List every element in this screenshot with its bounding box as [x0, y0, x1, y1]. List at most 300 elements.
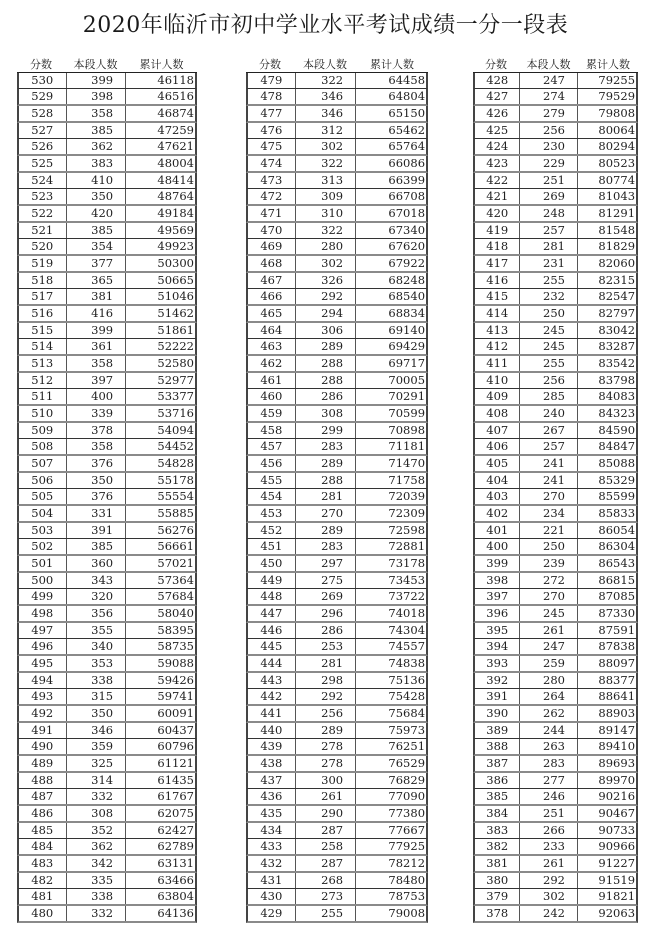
table-row: [246, 873, 428, 889]
cumulative-cell: 88377: [598, 673, 636, 687]
score-cell: 392: [475, 673, 520, 688]
count-cell: 354: [67, 239, 127, 254]
cumulative-cell: 60796: [157, 739, 194, 753]
count-cell: 241: [520, 473, 577, 488]
score-cell: 457: [248, 439, 296, 454]
cumulative-cell: 82060: [598, 256, 636, 270]
cumulative-cell: 84323: [598, 406, 636, 420]
cumulative-cell: 81043: [598, 189, 636, 203]
score-cell: 500: [19, 573, 67, 588]
cumulative-cell: 71470: [388, 456, 426, 470]
score-cell: 504: [19, 506, 67, 521]
header-cumulative: 累计人数: [139, 58, 184, 71]
score-cell: 510: [19, 406, 67, 421]
count-cell: 275: [296, 573, 357, 588]
count-cell: 255: [296, 906, 357, 921]
cumulative-cell: 79255: [598, 73, 636, 87]
score-cell: 477: [248, 106, 296, 121]
score-cell: 429: [248, 906, 296, 921]
cumulative-cell: 51462: [157, 306, 194, 320]
header-count: 本段人数: [303, 58, 347, 71]
count-cell: 338: [67, 889, 127, 904]
table-row: [246, 556, 428, 573]
count-cell: 251: [520, 173, 577, 188]
score-cell: 438: [248, 756, 296, 771]
table-row: [17, 889, 197, 906]
cumulative-cell: 46118: [157, 73, 194, 87]
score-cell: 427: [475, 89, 520, 104]
table-row: [473, 156, 638, 173]
table-row: [17, 606, 197, 623]
cumulative-cell: 79008: [388, 906, 426, 920]
cumulative-cell: 46516: [157, 89, 194, 103]
count-cell: 308: [67, 806, 127, 821]
table-row: [473, 189, 638, 206]
count-cell: 251: [520, 806, 577, 821]
table-row: [473, 723, 638, 739]
count-cell: 269: [296, 589, 357, 604]
score-cell: 524: [19, 173, 67, 188]
cumulative-cell: 55885: [157, 506, 194, 520]
score-cell: 463: [248, 339, 296, 354]
score-cell: 439: [248, 739, 296, 754]
cumulative-cell: 85599: [598, 489, 636, 503]
cumulative-cell: 49923: [157, 239, 194, 253]
count-cell: 241: [520, 456, 577, 471]
score-cell: 422: [475, 173, 520, 188]
cumulative-cell: 77925: [388, 839, 426, 853]
count-cell: 346: [296, 89, 357, 104]
count-cell: 288: [296, 373, 357, 388]
table-row: [246, 723, 428, 739]
count-cell: 359: [67, 739, 127, 754]
count-cell: 331: [67, 506, 127, 521]
count-cell: 292: [520, 873, 577, 888]
table-row: [473, 273, 638, 289]
cumulative-cell: 80294: [598, 139, 636, 153]
table-row: [246, 756, 428, 773]
table-row: [473, 889, 638, 906]
cumulative-cell: 57364: [157, 573, 194, 587]
score-cell: 469: [248, 239, 296, 254]
count-cell: 308: [296, 406, 357, 421]
table-row: [17, 589, 197, 606]
table-row: [246, 689, 428, 706]
table-row: [246, 406, 428, 423]
cumulative-cell: 86304: [598, 539, 636, 553]
table-row: [473, 256, 638, 273]
score-cell: 505: [19, 489, 67, 504]
score-cell: 379: [475, 889, 520, 904]
table-row: [473, 756, 638, 773]
count-cell: 286: [296, 389, 357, 404]
score-cell: 384: [475, 806, 520, 821]
score-cell: 472: [248, 189, 296, 204]
score-cell: 434: [248, 823, 296, 838]
count-cell: 365: [67, 273, 127, 288]
table-row: [473, 406, 638, 423]
count-cell: 261: [520, 623, 577, 638]
table-row: [473, 439, 638, 456]
table-row: [246, 523, 428, 539]
table-row: [473, 773, 638, 789]
score-cell: 436: [248, 789, 296, 804]
table-row: [17, 173, 197, 189]
count-cell: 287: [296, 856, 357, 871]
score-table-3: [473, 57, 638, 923]
score-cell: 417: [475, 256, 520, 271]
table-row: [473, 856, 638, 873]
count-cell: 309: [296, 189, 357, 204]
table-row: [17, 206, 197, 223]
count-cell: 378: [67, 423, 127, 438]
cumulative-cell: 77667: [388, 823, 426, 837]
cumulative-cell: 71758: [388, 473, 426, 487]
count-cell: 272: [520, 573, 577, 588]
cumulative-cell: 65150: [388, 106, 426, 120]
score-cell: 468: [248, 256, 296, 271]
score-cell: 408: [475, 406, 520, 421]
cumulative-cell: 71181: [388, 439, 426, 453]
cumulative-cell: 72598: [388, 523, 426, 537]
score-cell: 393: [475, 656, 520, 671]
cumulative-cell: 53716: [157, 406, 194, 420]
score-cell: 478: [248, 89, 296, 104]
table-row: [473, 589, 638, 606]
count-cell: 294: [296, 306, 357, 321]
score-cell: 462: [248, 356, 296, 371]
cumulative-cell: 79529: [598, 89, 636, 103]
cumulative-cell: 90966: [598, 839, 636, 853]
cumulative-cell: 52580: [157, 356, 194, 370]
count-cell: 229: [520, 156, 577, 171]
score-cell: 428: [475, 73, 520, 88]
table-row: [17, 573, 197, 589]
cumulative-cell: 72309: [388, 506, 426, 520]
score-cell: 399: [475, 556, 520, 571]
table-row: [17, 473, 197, 489]
count-cell: 339: [67, 406, 127, 421]
table-body: [17, 73, 197, 923]
score-cell: 529: [19, 89, 67, 104]
count-cell: 397: [67, 373, 127, 388]
score-cell: 507: [19, 456, 67, 471]
cumulative-cell: 62789: [157, 839, 194, 853]
cumulative-cell: 75973: [388, 723, 426, 737]
score-cell: 489: [19, 756, 67, 771]
count-cell: 267: [520, 423, 577, 438]
table-row: [246, 323, 428, 339]
cumulative-cell: 54094: [157, 423, 194, 437]
count-cell: 315: [67, 689, 127, 704]
table-row: [17, 456, 197, 473]
count-cell: 361: [67, 339, 127, 354]
count-cell: 244: [520, 723, 577, 738]
table-body: [473, 73, 638, 923]
cumulative-cell: 55554: [157, 489, 194, 503]
cumulative-cell: 86815: [598, 573, 636, 587]
table-row: [473, 89, 638, 106]
table-row: [17, 639, 197, 656]
count-cell: 288: [296, 356, 357, 371]
score-cell: 525: [19, 156, 67, 171]
table-row: [17, 339, 197, 356]
table-row: [17, 673, 197, 689]
table-row: [473, 423, 638, 439]
cumulative-cell: 69429: [388, 339, 426, 353]
count-cell: 283: [296, 439, 357, 454]
count-cell: 292: [296, 689, 357, 704]
count-cell: 253: [296, 639, 357, 654]
count-cell: 280: [520, 673, 577, 688]
score-cell: 443: [248, 673, 296, 688]
score-cell: 388: [475, 739, 520, 754]
cumulative-cell: 69140: [388, 323, 426, 337]
score-cell: 511: [19, 389, 67, 404]
score-cell: 440: [248, 723, 296, 738]
table-row: [17, 306, 197, 323]
score-cell: 526: [19, 139, 67, 154]
table-row: [246, 623, 428, 639]
cumulative-cell: 73178: [388, 556, 426, 570]
count-cell: 281: [520, 239, 577, 254]
score-cell: 451: [248, 539, 296, 554]
table-row: [17, 789, 197, 806]
table-row: [17, 806, 197, 823]
table-row: [17, 506, 197, 523]
count-cell: 240: [520, 406, 577, 421]
count-cell: 312: [296, 123, 357, 138]
cumulative-cell: 84590: [598, 423, 636, 437]
score-cell: 400: [475, 539, 520, 554]
score-cell: 479: [248, 73, 296, 88]
cumulative-cell: 49569: [157, 223, 194, 237]
cumulative-cell: 91227: [598, 856, 636, 870]
cumulative-cell: 89410: [598, 739, 636, 753]
count-cell: 326: [296, 273, 357, 288]
count-cell: 302: [520, 889, 577, 904]
table-row: [473, 839, 638, 856]
score-cell: 409: [475, 389, 520, 404]
cumulative-cell: 68834: [388, 306, 426, 320]
table-row: [246, 739, 428, 756]
table-row: [246, 73, 428, 89]
score-cell: 503: [19, 523, 67, 538]
score-cell: 470: [248, 223, 296, 238]
count-cell: 270: [520, 489, 577, 504]
count-cell: 286: [296, 623, 357, 638]
cumulative-cell: 88641: [598, 689, 636, 703]
score-cell: 506: [19, 473, 67, 488]
table-row: [246, 489, 428, 506]
score-cell: 411: [475, 356, 520, 371]
table-row: [246, 706, 428, 723]
cumulative-cell: 78480: [388, 873, 426, 887]
score-cell: 471: [248, 206, 296, 221]
count-cell: 289: [296, 339, 357, 354]
score-cell: 401: [475, 523, 520, 538]
score-cell: 442: [248, 689, 296, 704]
count-cell: 245: [520, 339, 577, 354]
count-cell: 290: [296, 806, 357, 821]
score-cell: 421: [475, 189, 520, 204]
cumulative-cell: 85088: [598, 456, 636, 470]
page-title: 2020年临沂市初中学业水平考试成绩一分一段表: [82, 13, 569, 38]
header-score: 分数: [485, 58, 507, 71]
score-cell: 420: [475, 206, 520, 221]
score-cell: 391: [475, 689, 520, 704]
cumulative-cell: 68540: [388, 289, 426, 303]
score-cell: 499: [19, 589, 67, 604]
table-row: [246, 789, 428, 806]
cumulative-cell: 82315: [598, 273, 636, 287]
table-row: [17, 123, 197, 139]
count-cell: 277: [520, 773, 577, 788]
count-cell: 262: [520, 706, 577, 721]
cumulative-cell: 62427: [157, 823, 194, 837]
score-cell: 485: [19, 823, 67, 838]
score-cell: 398: [475, 573, 520, 588]
cumulative-cell: 63466: [157, 873, 194, 887]
table-row: [17, 106, 197, 123]
table-header: [17, 57, 197, 73]
table-row: [246, 339, 428, 356]
table-row: [246, 573, 428, 589]
count-cell: 346: [296, 106, 357, 121]
score-cell: 515: [19, 323, 67, 338]
count-cell: 255: [520, 273, 577, 288]
header-cumulative: 累计人数: [586, 58, 630, 71]
cumulative-cell: 58395: [157, 623, 194, 637]
count-cell: 342: [67, 856, 127, 871]
cumulative-cell: 46874: [157, 106, 194, 120]
table-row: [473, 656, 638, 673]
score-cell: 412: [475, 339, 520, 354]
table-row: [473, 489, 638, 506]
count-cell: 355: [67, 623, 127, 638]
score-cell: 474: [248, 156, 296, 171]
table-row: [473, 539, 638, 556]
table-row: [473, 356, 638, 373]
table-row: [473, 606, 638, 623]
table-row: [17, 256, 197, 273]
score-cell: 491: [19, 723, 67, 738]
table-row: [246, 823, 428, 839]
table-row: [246, 106, 428, 123]
count-cell: 377: [67, 256, 127, 271]
table-row: [473, 373, 638, 389]
cumulative-cell: 69717: [388, 356, 426, 370]
cumulative-cell: 66086: [388, 156, 426, 170]
count-cell: 362: [67, 139, 127, 154]
count-cell: 242: [520, 906, 577, 921]
score-cell: 480: [19, 906, 67, 921]
cumulative-cell: 58735: [157, 639, 194, 653]
count-cell: 281: [296, 656, 357, 671]
score-cell: 528: [19, 106, 67, 121]
score-cell: 418: [475, 239, 520, 254]
cumulative-cell: 86543: [598, 556, 636, 570]
count-cell: 313: [296, 173, 357, 188]
cumulative-cell: 67018: [388, 206, 426, 220]
table-row: [473, 739, 638, 756]
count-cell: 350: [67, 473, 127, 488]
score-cell: 475: [248, 139, 296, 154]
score-cell: 389: [475, 723, 520, 738]
table-row: [473, 556, 638, 573]
count-cell: 420: [67, 206, 127, 221]
table-row: [246, 673, 428, 689]
score-cell: 522: [19, 206, 67, 221]
score-cell: 517: [19, 289, 67, 304]
score-cell: 426: [475, 106, 520, 121]
cumulative-cell: 55178: [157, 473, 194, 487]
score-cell: 425: [475, 123, 520, 138]
table-row: [473, 523, 638, 539]
score-cell: 496: [19, 639, 67, 654]
count-cell: 268: [296, 873, 357, 888]
count-cell: 391: [67, 523, 127, 538]
header-count: 本段人数: [526, 58, 571, 71]
count-cell: 263: [520, 739, 577, 754]
score-cell: 386: [475, 773, 520, 788]
score-cell: 494: [19, 673, 67, 688]
cumulative-cell: 82547: [598, 289, 636, 303]
score-cell: 488: [19, 773, 67, 788]
score-cell: 387: [475, 756, 520, 771]
score-cell: 514: [19, 339, 67, 354]
score-cell: 495: [19, 656, 67, 671]
cumulative-cell: 67922: [388, 256, 426, 270]
table-row: [17, 489, 197, 506]
table-row: [246, 256, 428, 273]
table-row: [473, 673, 638, 689]
cumulative-cell: 49184: [157, 206, 194, 220]
table-row: [246, 856, 428, 873]
count-cell: 278: [296, 739, 357, 754]
count-cell: 338: [67, 673, 127, 688]
cumulative-cell: 84083: [598, 389, 636, 403]
score-cell: 523: [19, 189, 67, 204]
score-cell: 415: [475, 289, 520, 304]
count-cell: 231: [520, 256, 577, 271]
score-cell: 437: [248, 773, 296, 788]
score-cell: 512: [19, 373, 67, 388]
table-row: [17, 756, 197, 773]
count-cell: 250: [520, 539, 577, 554]
cumulative-cell: 70599: [388, 406, 426, 420]
table-row: [246, 123, 428, 139]
cumulative-cell: 87085: [598, 589, 636, 603]
count-cell: 356: [67, 606, 127, 621]
score-cell: 456: [248, 456, 296, 471]
table-row: [246, 289, 428, 306]
count-cell: 289: [296, 523, 357, 538]
count-cell: 358: [67, 106, 127, 121]
table-row: [473, 223, 638, 239]
score-cell: 416: [475, 273, 520, 288]
count-cell: 399: [67, 323, 127, 338]
cumulative-cell: 57684: [157, 589, 194, 603]
score-cell: 407: [475, 423, 520, 438]
cumulative-cell: 50665: [157, 273, 194, 287]
score-cell: 394: [475, 639, 520, 654]
count-cell: 302: [296, 139, 357, 154]
table-row: [473, 823, 638, 839]
score-cell: 390: [475, 706, 520, 721]
table-row: [17, 273, 197, 289]
count-cell: 416: [67, 306, 127, 321]
